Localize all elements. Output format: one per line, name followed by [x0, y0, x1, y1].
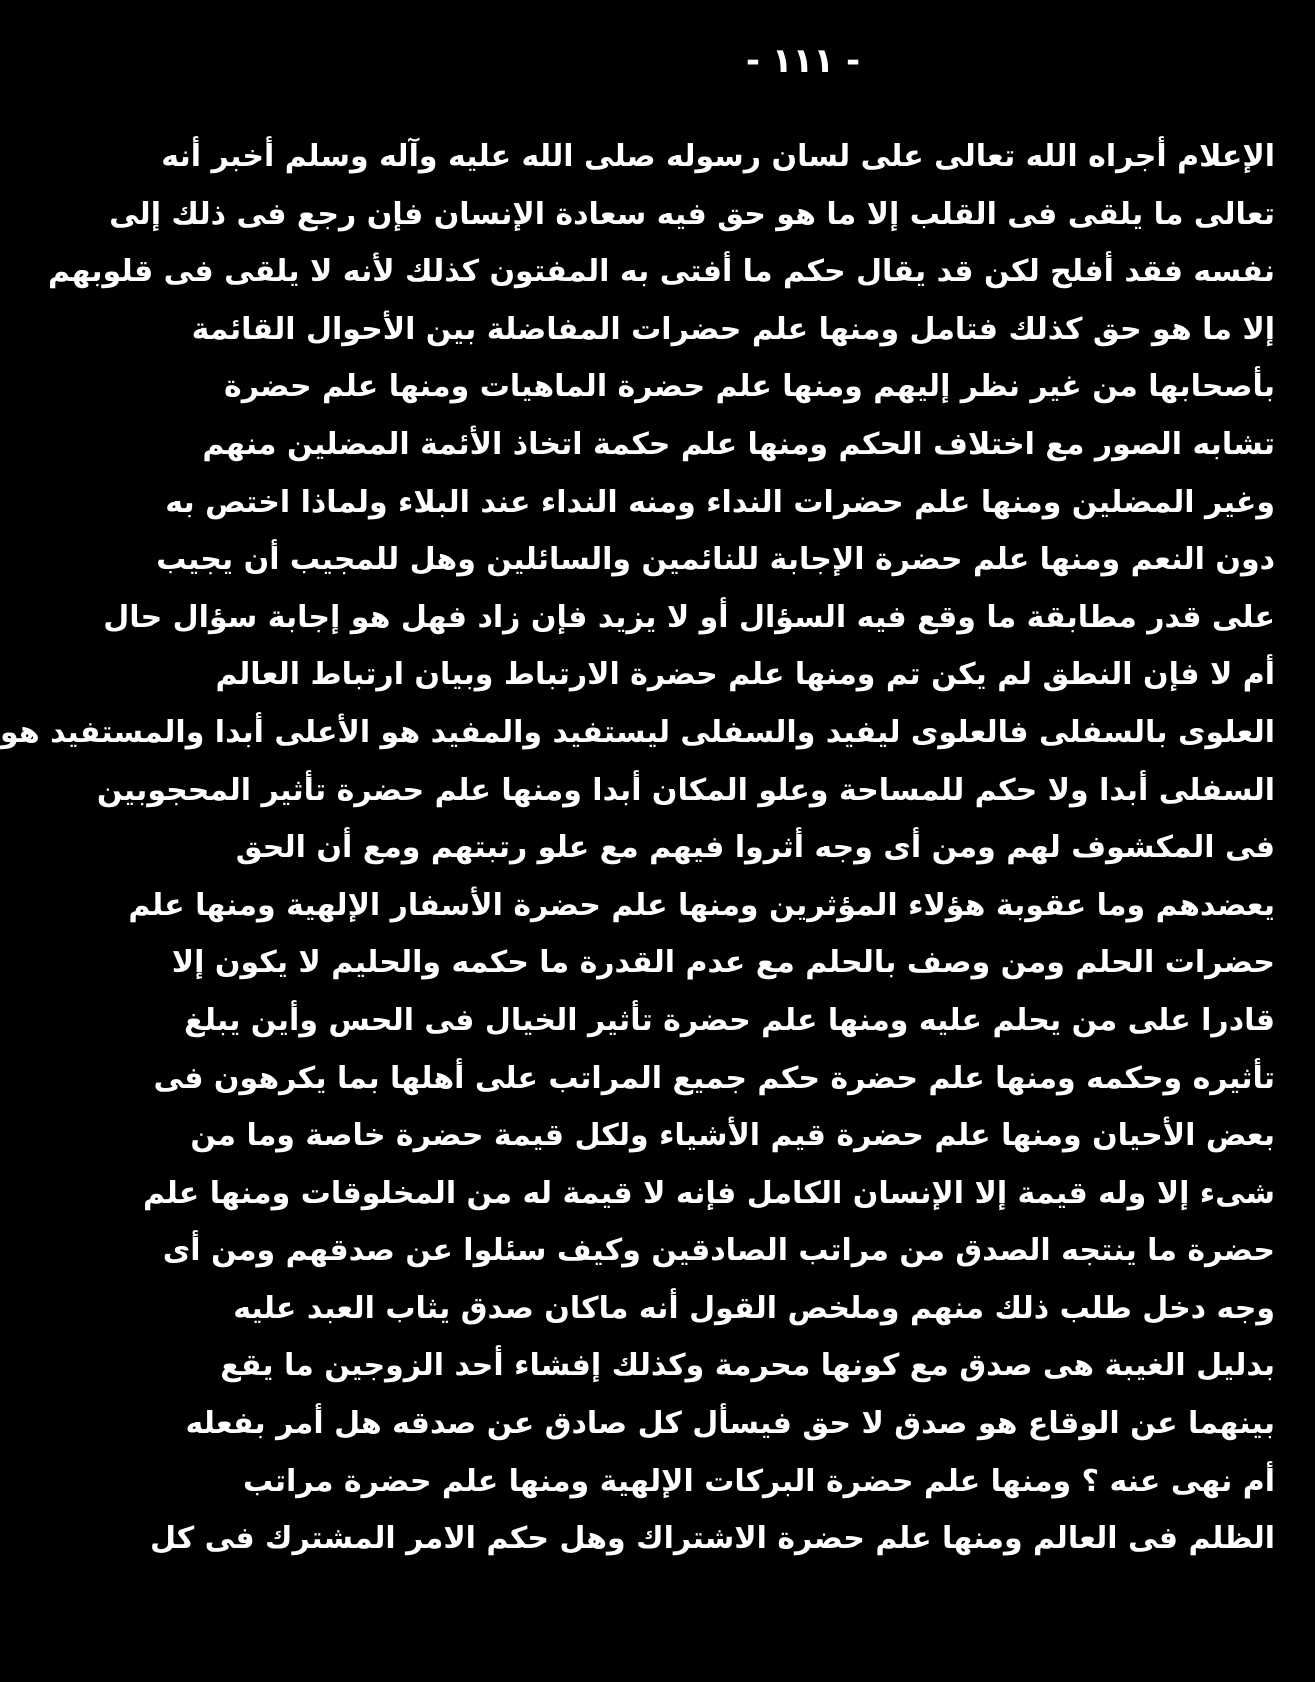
text-line: بعض الأحيان ومنها علم حضرة قيم الأشياء ولكل قيمة حضرة خاصة وما من — [190, 1118, 1275, 1154]
text-line: تعالى ما يلقى فى القلب إلا ما هو حق فيه سعادة الإنسان فإن رجع فى ذلك إلى — [109, 196, 1275, 232]
text-line: الإعلام أجراه الله تعالى على لسان رسوله صلى الله عليه وآله وسلم أخبر أنه — [161, 139, 1275, 174]
text-line: أم لا فإن النطق لم يكن تم ومنها علم حضرة الارتباط وبيان ارتباط العالم — [215, 657, 1275, 693]
page-body-text — [0, 128, 1275, 1568]
text-line: شىء إلا وله قيمة إلا الإنسان الكامل فإنه لا قيمة له من المخلوقات ومنها علم — [143, 1175, 1275, 1211]
text-line: العلوى بالسفلى فالعلوى ليفيد والسفلى ليستفيد والمفيد هو الأعلى أبدا والمستفيد هو — [0, 714, 1275, 750]
text-line: السفلى أبدا ولا حكم للمساحة وعلو المكان أبدا ومنها علم حضرة تأثير المحجوبين — [96, 772, 1275, 808]
text-line: بأصحابها من غير نظر إليهم ومنها علم حضرة الماهيات ومنها علم حضرة — [224, 369, 1275, 405]
text-line: بينهما عن الوقاع هو صدق لا حق فيسأل كل صادق عن صدقه هل أمر بفعله — [185, 1406, 1275, 1442]
text-line: يعضدهم وما عقوبة هؤلاء المؤثرين ومنها علم حضرة الأسفار الإلهية ومنها علم — [128, 887, 1275, 923]
text-line: على قدر مطابقة ما وقع فيه السؤال أو لا يزيد فإن زاد فهل هو إجابة سؤال حال — [103, 599, 1275, 635]
text-line: قادرا على من يحلم عليه ومنها علم حضرة تأثير الخيال فى الحس وأين يبلغ — [184, 1002, 1275, 1038]
text-line: الظلم فى العالم ومنها علم حضرة الاشتراك وهل حكم الامر المشترك فى كل — [149, 1521, 1275, 1557]
text-line: إلا ما هو حق كذلك فتامل ومنها علم حضرات المفاضلة بين الأحوال القائمة — [191, 311, 1275, 347]
text-line: أم نهى عنه ؟ ومنها علم حضرة البركات الإلهية ومنها علم حضرة مراتب — [242, 1463, 1275, 1499]
text-line: تأثيره وحكمه ومنها علم حضرة حكم جميع المراتب على أهلها بما يكرهون فى — [153, 1060, 1275, 1096]
text-line: حضرات الحلم ومن وصف بالحلم مع عدم القدرة ما حكمه والحليم لا يكون إلا — [171, 945, 1275, 981]
text-line: نفسه فقد أفلح لكن قد يقال حكم ما أفتى به المفتون كذلك لأنه لا يلقى فى قلوبهم — [47, 254, 1275, 290]
text-line: دون النعم ومنها علم حضرة الإجابة للنائمين والسائلين وهل للمجيب أن يجيب — [156, 542, 1275, 578]
text-line: بدليل الغيبة هى صدق مع كونها محرمة وكذلك إفشاء أحد الزوجين ما يقع — [220, 1348, 1275, 1384]
text-line: فى المكشوف لهم ومن أى وجه أثروا فيهم مع علو رتبتهم ومع أن الحق — [235, 830, 1275, 866]
page-number: - ١١١ - — [745, 41, 861, 81]
text-line: تشابه الصور مع اختلاف الحكم ومنها علم حكمة اتخاذ الأئمة المضلين منهم — [202, 426, 1275, 462]
text-line: وجه دخل طلب ذلك منهم وملخص القول أنه ماكان صدق يثاب العبد عليه — [233, 1290, 1275, 1326]
text-line: حضرة ما ينتجه الصدق من مراتب الصادقين وكيف سئلوا عن صدقهم ومن أى — [162, 1233, 1275, 1269]
text-line: وغير المضلين ومنها علم حضرات النداء ومنه النداء عند البلاء ولماذا اختص به — [165, 484, 1275, 520]
